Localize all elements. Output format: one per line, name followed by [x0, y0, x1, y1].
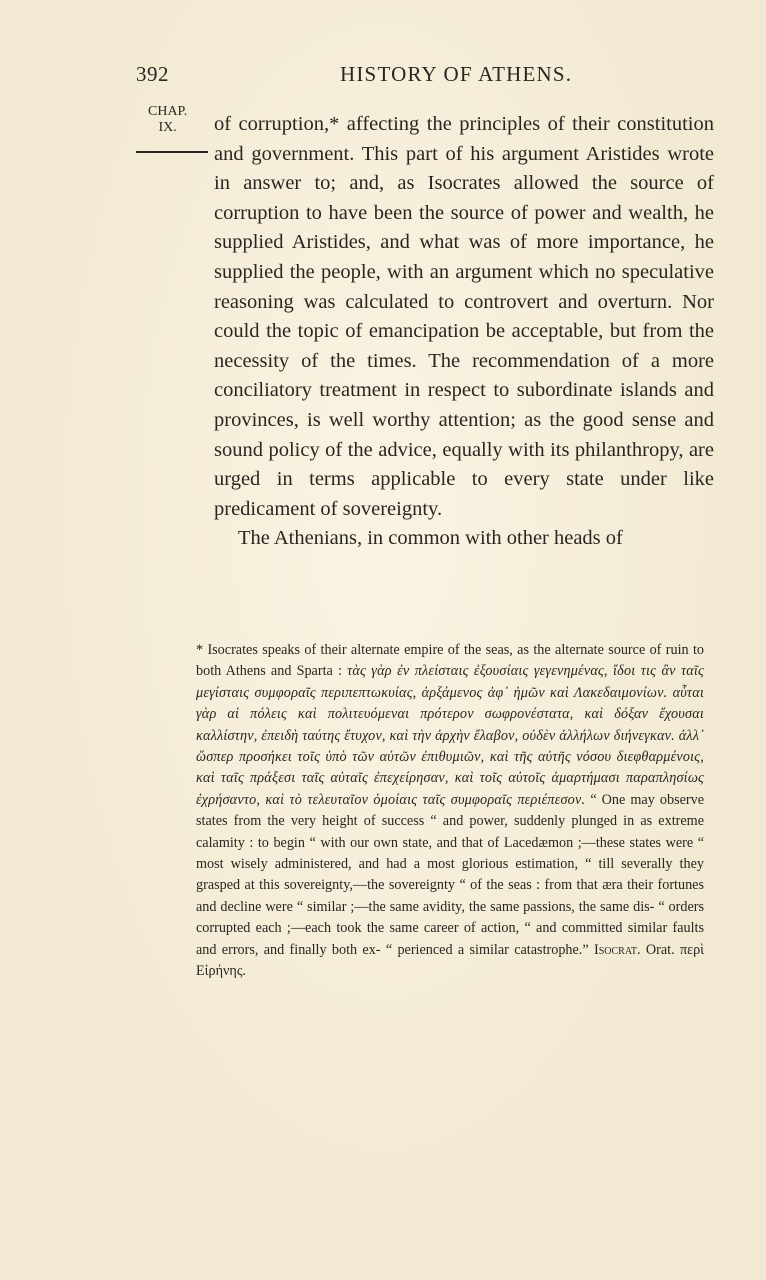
citation-work: Orat. περὶ Εἰρήνης. [196, 941, 704, 980]
footnote [196, 640, 704, 983]
footnote-translation: “ One may observe states from the very height of success “ and power, suddenly plunged in as extreme calamity : to begin “ with our own state, and that of Lacedæmon ;—these states were “ most wisely administered, and had a most glorious estimation, “ till severally they grasped at this sovereignty,—the sovereignty “ of the seas : from that æra their fortunes and decline were “ similar ;—the same avidity, the same passions, the same dis- “ orders corrupted each ;—each took the same career of action, “ and committed similar faults and errors, and finally both ex- “ perienced a similar catastrophe.” [196, 791, 705, 958]
footnote-intro: * Isocrates speaks of their alternate empire of the seas, as the alternate source of ruin to both Athens and Sparta : [196, 642, 704, 680]
chapter-label: CHAP. [148, 104, 188, 119]
body-paragraph-1: of corruption,* affecting the principles of their constitution and government. This part of his argument Aristides wrote in answer to; and, as Isocrates allowed the source of corruption to have been the source of power and wealth, he supplied Aristides, and what was of more importance, he supplied the people, with an argument which no speculative reasoning was calculated to controvert and overturn. Nor could the topic of emancipation be acceptable, but from the necessity of the times. The recommendation of a more conciliatory treatment in respect to subordinate islands and provinces, is well worthy attention; as the good sense and sound policy of the advice, equally with its philanthropy, are urged in terms applicable to every state under like predicament of sovereignty. [214, 113, 714, 520]
citation-author: Isocrat. [593, 941, 641, 958]
running-title: HISTORY OF ATHENS. [340, 62, 573, 86]
footnote-greek-quote: τὰς γὰρ ἐν πλείσταις ἐξουσίαις γεγενημένας, ἴδοι τις ἂν ταῖς μεγίσταις συμφοραῖς περιπεπτωκυίας, ἀρξάμενος ἀφ᾽ ἡμῶν καὶ Λακεδαιμονίων. αὗται γὰρ αἱ πόλεις καὶ πολιτευόμεναι πρότερον σωφρονέστατα, καὶ δόξαν ἔχουσαι καλλίστην, ἐπειδὴ ταύτης ἔτυχον, καὶ τὴν ἀρχὴν ἔλαβον, οὐδὲν ἀλλήλων διήνεγκαν. ἀλλ᾽ ὥσπερ προσήκει τοῖς ὑπὸ τῶν αὐτῶν ἐπιθυμιῶν, καὶ τῆς αὐτῆς νόσου διεφθαρμένοις, καὶ ταῖς πράξεσι ταῖς αὐταῖς ἐπεχείρησαν, καὶ τοῖς αὐτοῖς ἁμαρτήμασι παραπλησίως ἐχρήσαντο, καὶ τὸ τελευταῖον ὁμοίαις ταῖς συμφοραῖς περιέπεσον. [196, 663, 704, 808]
chapter-rule [136, 151, 208, 153]
body-paragraph-2: The Athenians, in common with other heads of [238, 527, 623, 550]
chapter-marginal-label [148, 104, 187, 136]
main-text [214, 110, 714, 554]
page-number: 392 [136, 62, 169, 86]
chapter-number: IX. [158, 120, 177, 135]
